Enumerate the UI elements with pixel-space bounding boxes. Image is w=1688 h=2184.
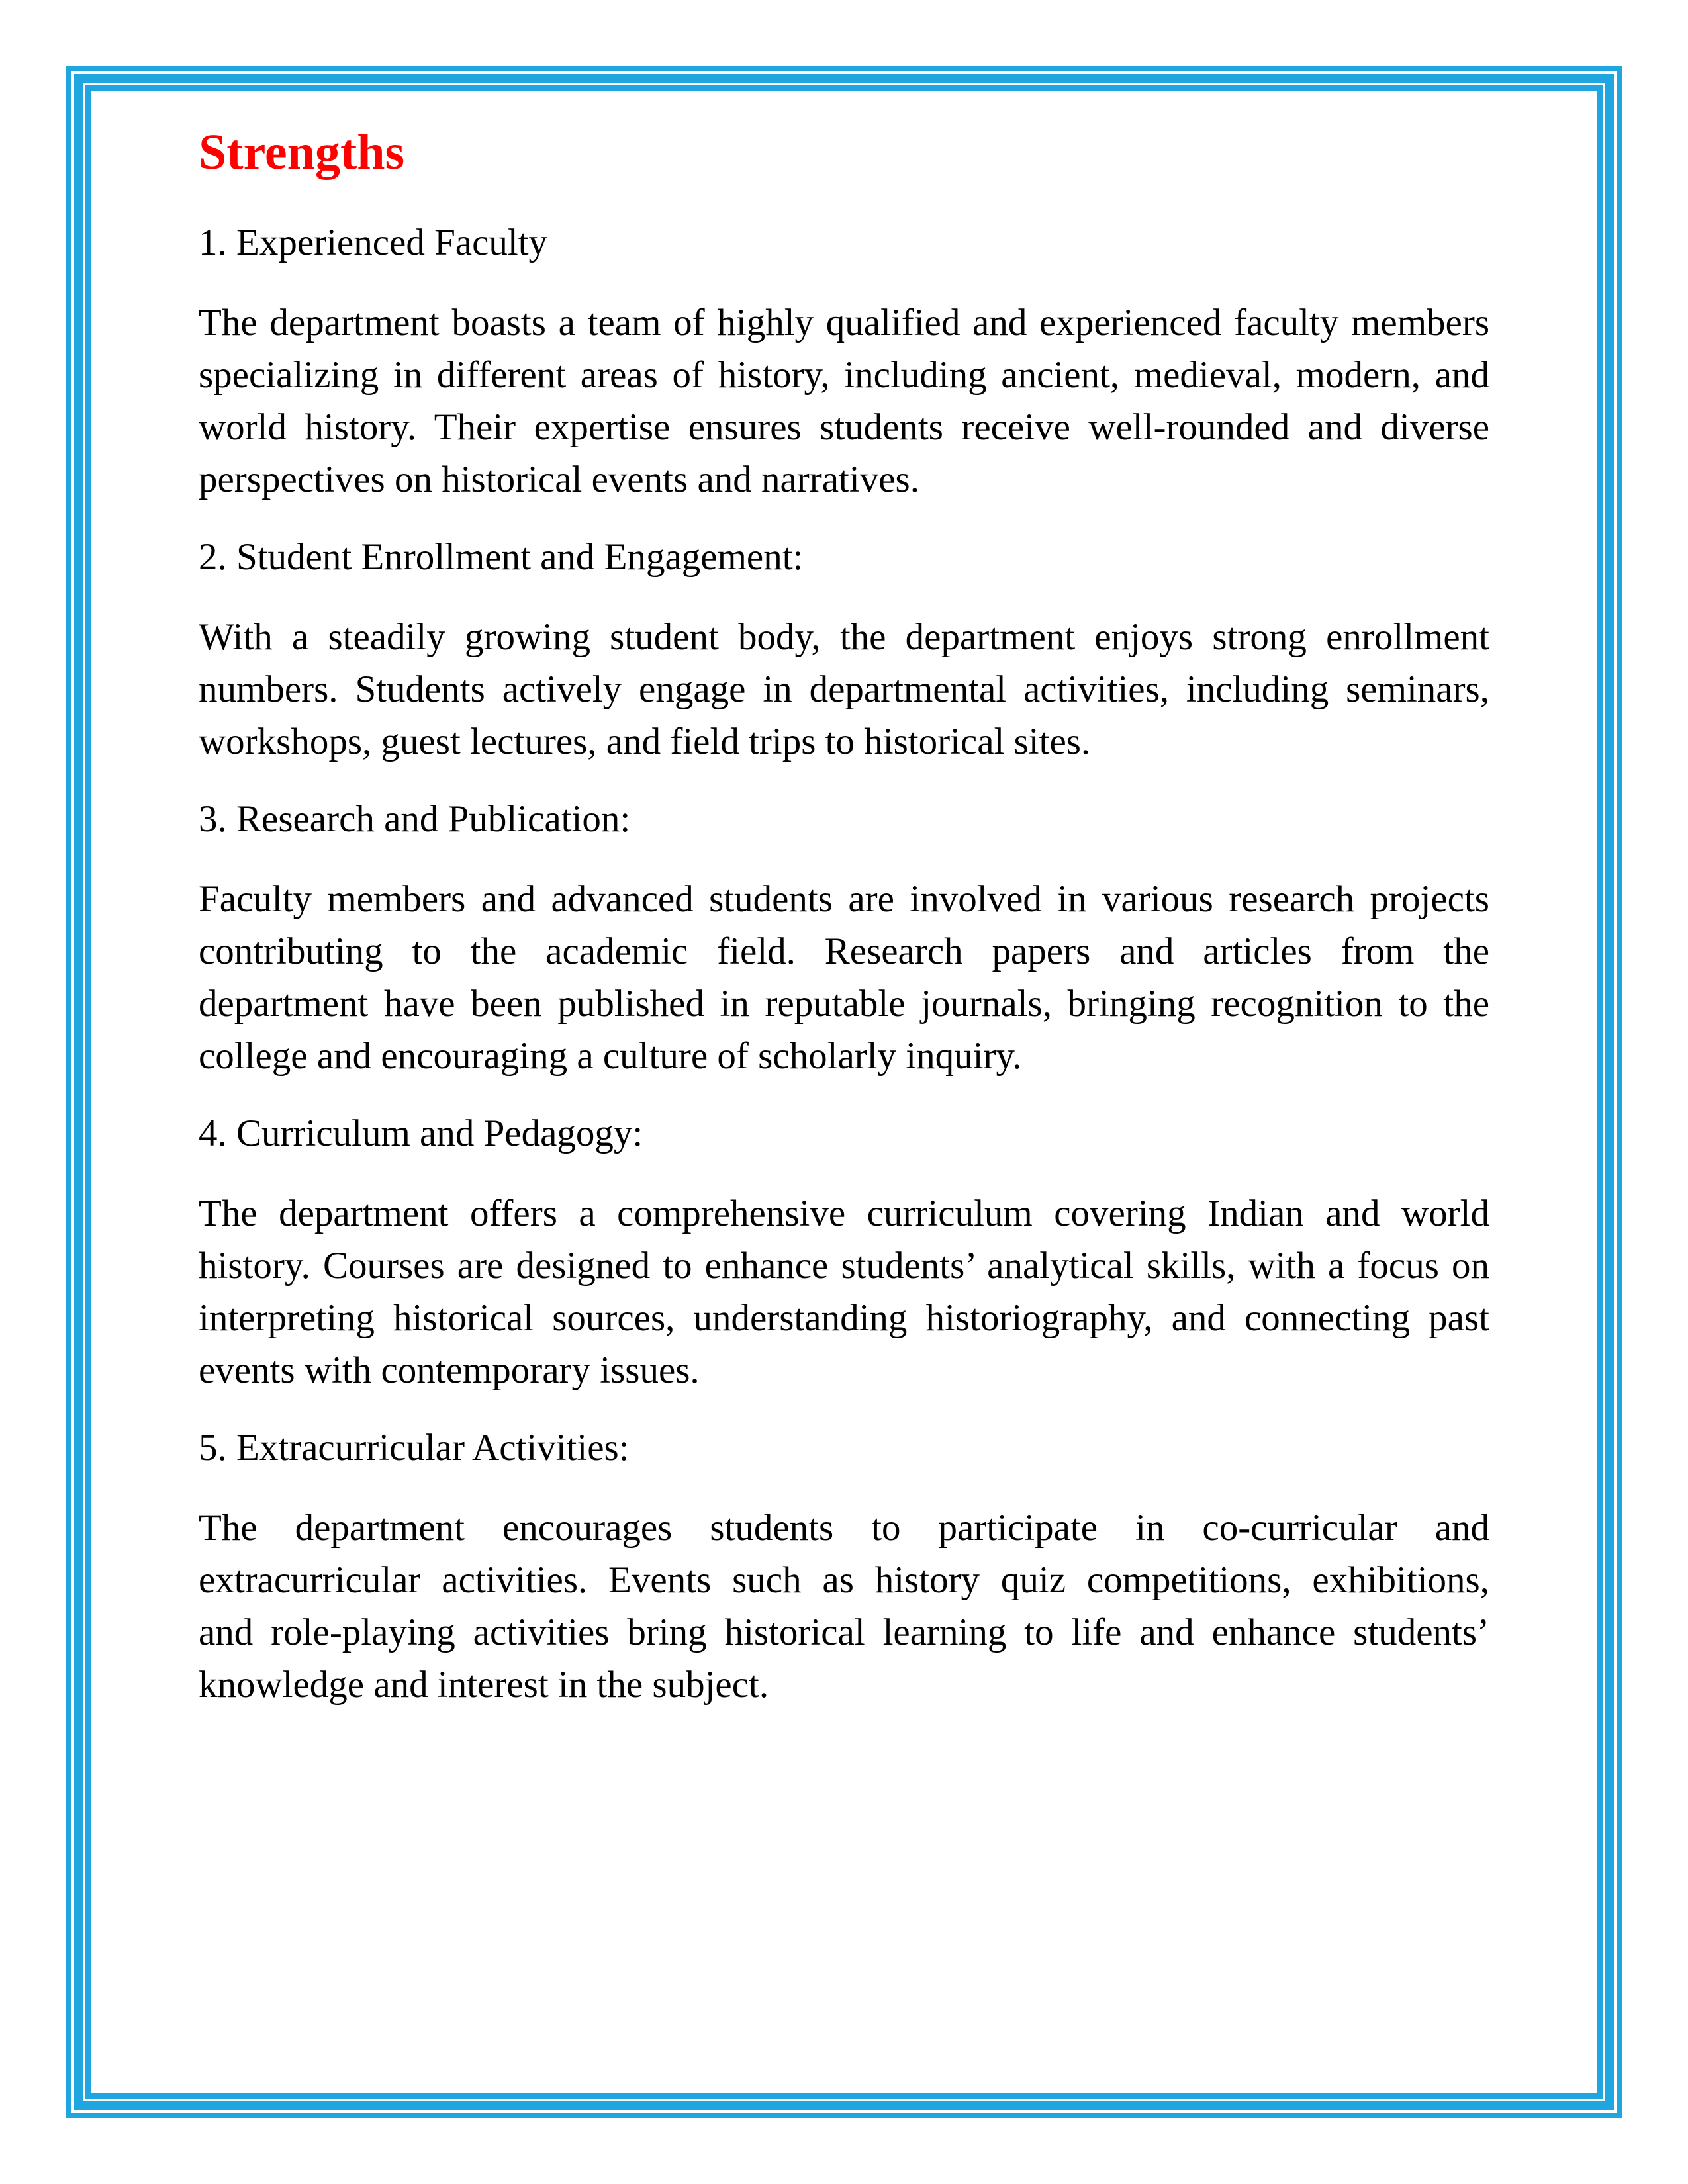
section-heading: 2. Student Enrollment and Engagement: [199,536,804,578]
paragraph-line: numbers. Students actively engage in departmental activities, including seminars, [199,668,1489,710]
section-paragraph [199,1187,1489,1396]
paragraph-line: interpreting historical sources, understanding historiography, and connecting past [199,1297,1489,1339]
section-heading: 5. Extracurricular Activities: [199,1427,630,1469]
paragraph-line: The department boasts a team of highly qualified and experienced faculty members [199,302,1489,343]
paragraph-line: The department offers a comprehensive curriculum covering Indian and world [199,1193,1489,1234]
paragraph-line: contributing to the academic field. Research papers and articles from the [199,931,1489,972]
section-student-enrollment [199,531,1489,768]
section-curriculum-pedagogy [199,1107,1489,1396]
paragraph-line: workshops, guest lectures, and field trips to historical sites. [199,721,1091,762]
section-heading: 3. Research and Publication: [199,798,631,840]
section-heading: 1. Experienced Faculty [199,222,548,263]
section-experienced-faculty [199,216,1489,506]
paragraph-line: history. Courses are designed to enhance students’ analytical skills, with a focus on [199,1245,1489,1287]
section-paragraph [199,611,1489,768]
paragraph-line: events with contemporary issues. [199,1349,700,1391]
section-paragraph [199,296,1489,506]
paragraph-line: college and encouraging a culture of scholarly inquiry. [199,1035,1022,1077]
document-content [199,122,1489,1736]
paragraph-line: perspectives on historical events and narratives. [199,459,919,500]
paragraph-line: Faculty members and advanced students are involved in various research projects [199,878,1489,920]
paragraph-line: extracurricular activities. Events such as history quiz competitions, exhibitions, [199,1559,1489,1601]
paragraph-line: knowledge and interest in the subject. [199,1664,769,1706]
paragraph-line: specializing in different areas of history, including ancient, medieval, modern, and [199,354,1489,396]
section-extracurricular-activities [199,1422,1489,1711]
paragraph-line: world history. Their expertise ensures students receive well-rounded and diverse [199,406,1489,448]
section-heading: 4. Curriculum and Pedagogy: [199,1113,643,1154]
section-research-publication [199,793,1489,1082]
section-paragraph [199,873,1489,1082]
page-title: Strengths [199,124,405,180]
paragraph-line: and role-playing activities bring historical learning to life and enhance students’ [199,1612,1489,1653]
paragraph-line: With a steadily growing student body, the department enjoys strong enrollment [199,616,1489,658]
paragraph-line: department have been published in reputable journals, bringing recognition to the [199,983,1489,1024]
section-paragraph [199,1502,1489,1711]
paragraph-line: The department encourages students to participate in co-curricular and [199,1507,1489,1549]
